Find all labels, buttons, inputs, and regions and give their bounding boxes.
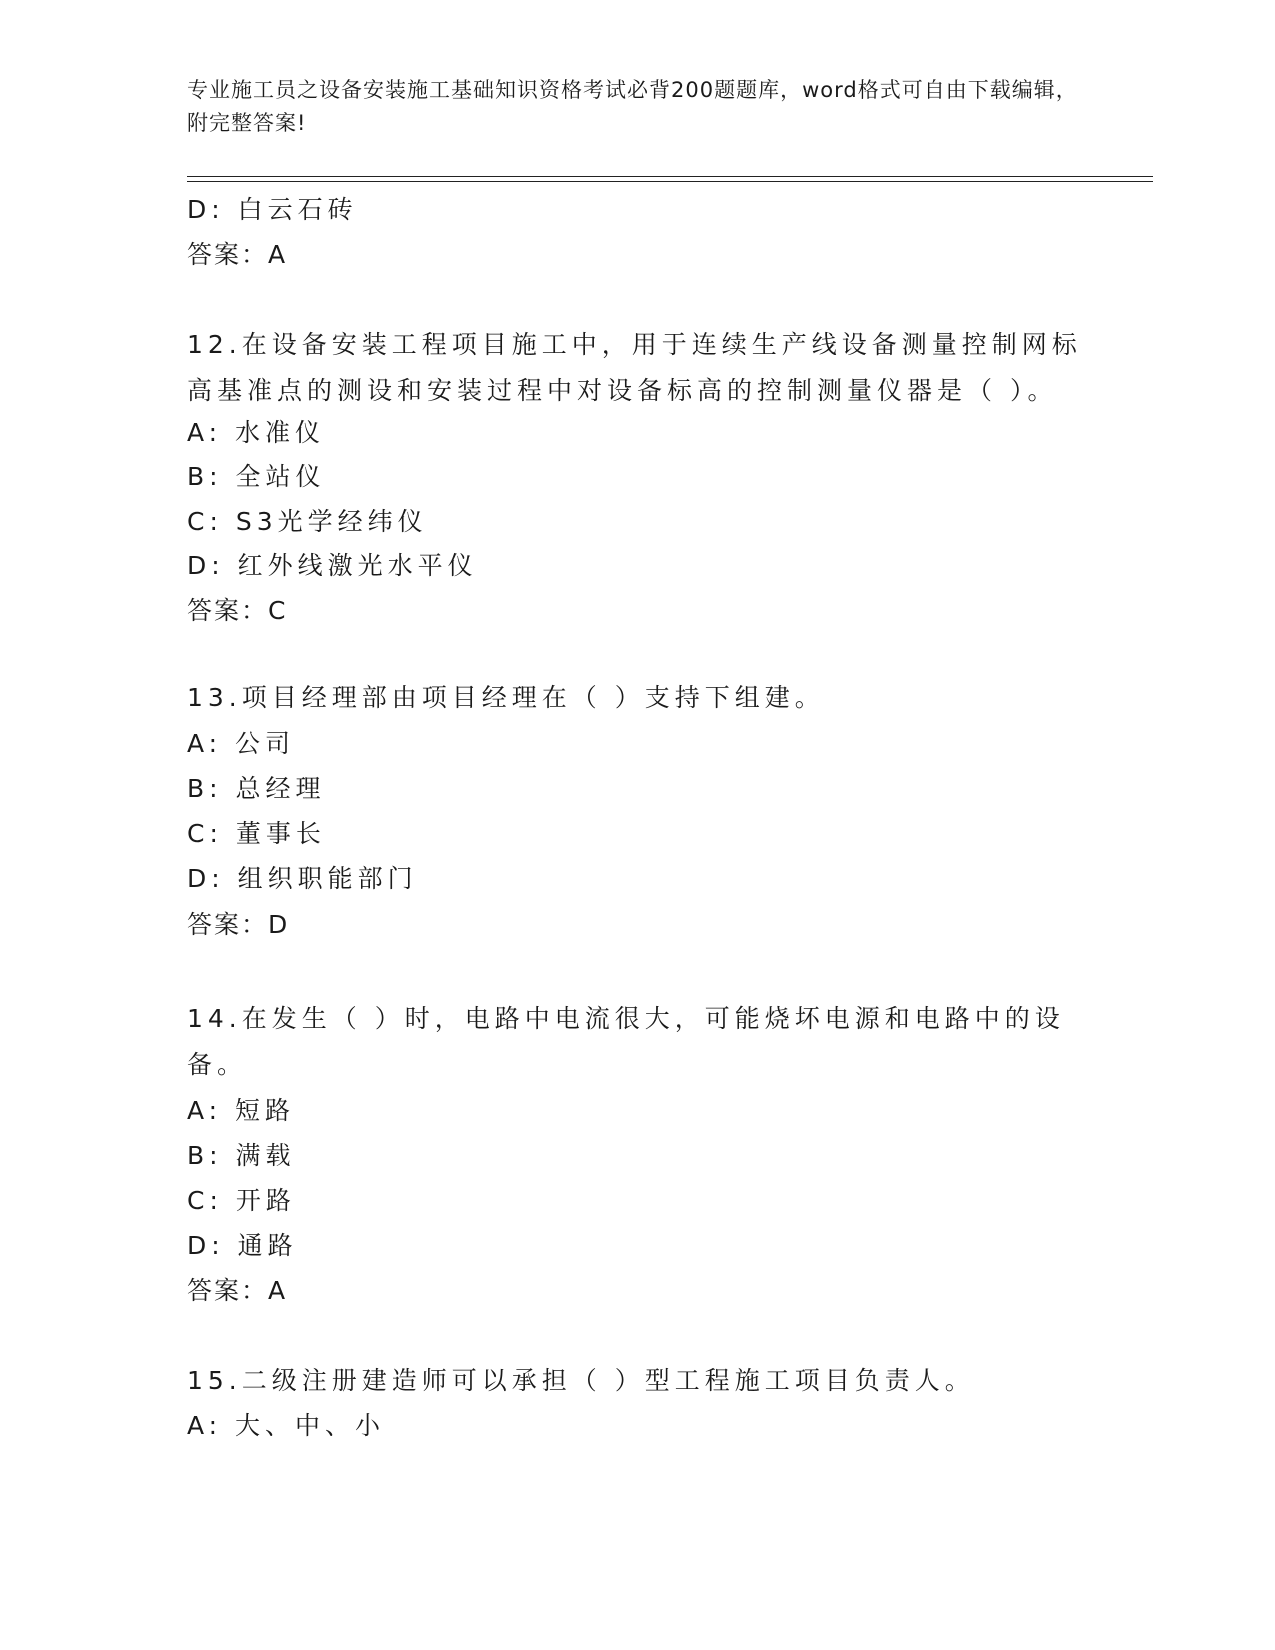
header-rule-top bbox=[187, 176, 1153, 177]
question-13-option-a: A: 公司 bbox=[187, 729, 296, 758]
question-13-option-b: B: 总经理 bbox=[187, 774, 326, 803]
question-12-answer: 答案：C bbox=[187, 596, 288, 625]
question-12-option-b: B: 全站仪 bbox=[187, 462, 326, 491]
prev-answer: 答案：A bbox=[187, 240, 288, 269]
question-12-option-a: A: 水准仪 bbox=[187, 418, 326, 447]
question-13-answer: 答案：D bbox=[187, 910, 290, 939]
question-15-stem: 15.二级注册建造师可以承担（ ）型工程施工项目负责人。 bbox=[187, 1366, 975, 1395]
question-13-stem: 13.项目经理部由项目经理在（ ）支持下组建。 bbox=[187, 683, 825, 712]
question-14-option-a: A: 短路 bbox=[187, 1096, 296, 1125]
question-13-option-c: C: 董事长 bbox=[187, 819, 326, 848]
header-rule-bottom bbox=[187, 181, 1153, 182]
question-13-option-d: D: 组织职能部门 bbox=[187, 864, 418, 893]
prev-option-d: D: 白云石砖 bbox=[187, 195, 358, 224]
question-14-answer: 答案：A bbox=[187, 1276, 288, 1305]
question-12-option-d: D: 红外线激光水平仪 bbox=[187, 551, 478, 580]
question-12-stem: 12.在设备安装工程项目施工中，用于连续生产线设备测量控制网标高基准点的测设和安装过程中对设备标高的控制测量仪器是（ ）。 bbox=[187, 330, 1082, 405]
question-14-option-c: C: 开路 bbox=[187, 1186, 296, 1215]
question-14-option-d: D: 通路 bbox=[187, 1231, 298, 1260]
question-12-option-c: C: S3光学经纬仪 bbox=[187, 507, 428, 536]
question-14-stem: 14.在发生（ ）时，电路中电流很大，可能烧坏电源和电路中的设备。 bbox=[187, 1004, 1065, 1079]
document-header: 专业施工员之设备安装施工基础知识资格考试必背200题题库，word格式可自由下载编辑，附完整答案! bbox=[187, 78, 1078, 135]
question-15-option-a: A: 大、中、小 bbox=[187, 1411, 386, 1440]
question-14-option-b: B: 满载 bbox=[187, 1141, 296, 1170]
